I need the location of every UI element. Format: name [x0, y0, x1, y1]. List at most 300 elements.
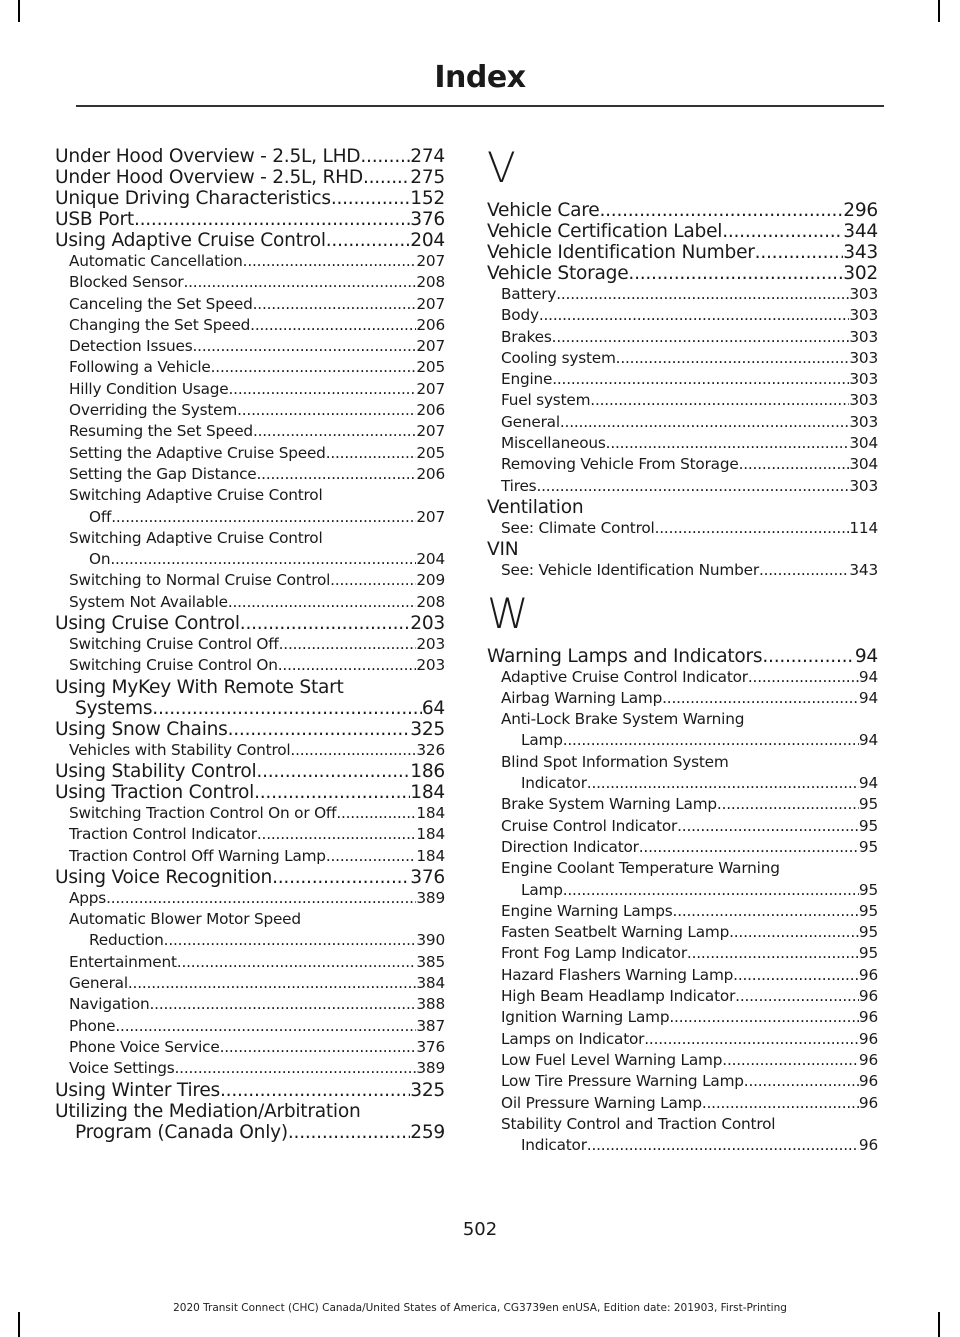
- page-ref: 376: [410, 209, 445, 230]
- index-subentry[interactable]: [55, 909, 445, 952]
- leader-dots: [331, 188, 410, 209]
- entry-text: Cruise Control Indicator: [501, 816, 678, 835]
- leader-dots: [717, 794, 859, 815]
- index-subentry[interactable]: [55, 592, 445, 613]
- page-ref: 274: [410, 146, 445, 167]
- page-ref: 384: [416, 974, 445, 993]
- entry-continuation: [501, 773, 878, 794]
- entry-text: VIN: [487, 539, 519, 561]
- entry-text: Following a Vehicle: [69, 358, 211, 377]
- leader-dots: [175, 1058, 417, 1079]
- entry-text: Using Adaptive Cruise Control: [55, 230, 326, 251]
- entry-text: USB Port: [55, 209, 134, 230]
- index-subentry[interactable]: [55, 952, 445, 973]
- index-subentry[interactable]: [487, 284, 878, 305]
- leader-dots: [253, 294, 417, 315]
- leader-dots: [539, 305, 850, 326]
- leader-dots: [739, 454, 850, 475]
- index-subentry[interactable]: [487, 752, 878, 795]
- page-ref: 325: [410, 1079, 445, 1101]
- page-ref: 96: [858, 1050, 878, 1069]
- leader-dots: [336, 803, 416, 824]
- entry-text: Lamp: [521, 880, 563, 899]
- page-ref: 114: [849, 518, 878, 537]
- page-ref: 95: [858, 795, 878, 814]
- page-ref: 208: [416, 273, 445, 292]
- leader-dots: [256, 761, 410, 782]
- entry-text: Using Traction Control: [55, 781, 255, 803]
- entry-text: Voice Settings: [69, 1059, 175, 1078]
- page-ref: 303: [849, 476, 878, 495]
- index-subentry[interactable]: [55, 1016, 445, 1037]
- index-subentry[interactable]: [55, 400, 445, 421]
- leader-dots: [536, 476, 849, 497]
- entry-text: Setting the Gap Distance: [69, 464, 257, 483]
- leader-dots: [111, 507, 416, 528]
- index-subentry[interactable]: [487, 816, 878, 837]
- leader-dots: [237, 400, 416, 421]
- entry-text: Low Tire Pressure Warning Lamp: [501, 1072, 744, 1091]
- entry-text: Using Winter Tires: [55, 1079, 220, 1101]
- leader-dots: [240, 613, 410, 634]
- page-ref: 205: [416, 358, 445, 377]
- index-subentry[interactable]: [55, 251, 445, 272]
- entry-text: Indicator: [521, 774, 587, 793]
- index-heading: [487, 497, 878, 518]
- section-letter: V: [487, 143, 516, 192]
- entry-text: Vehicle Certification Label: [487, 221, 723, 242]
- leader-dots: [587, 1135, 859, 1156]
- index-subentry[interactable]: [487, 943, 878, 964]
- leader-dots: [115, 1016, 416, 1037]
- index-subentry[interactable]: [487, 1029, 878, 1050]
- page-ref: 385: [416, 952, 445, 971]
- index-entry[interactable]: [55, 146, 445, 167]
- page-ref: 390: [416, 931, 445, 950]
- leader-dots: [254, 782, 410, 803]
- entry-text: Canceling the Set Speed: [69, 294, 253, 313]
- page-ref: 303: [849, 348, 878, 367]
- index-subentry[interactable]: [55, 1037, 445, 1058]
- page-ref: 207: [416, 507, 445, 526]
- entry-text: Hilly Condition Usage: [69, 379, 229, 398]
- index-subentry[interactable]: [487, 348, 878, 369]
- page-ref: 296: [843, 200, 878, 221]
- entry-text: Fasten Seatbelt Warning Lamp: [501, 923, 730, 942]
- page-title: Index: [434, 60, 526, 95]
- page-ref: 326: [416, 740, 445, 759]
- index-subentry[interactable]: [487, 560, 878, 581]
- page-ref: 302: [843, 263, 878, 284]
- entry-text: Body: [501, 306, 539, 325]
- page-ref: 64: [421, 697, 445, 719]
- page-ref: 376: [416, 1037, 445, 1056]
- entry-text: Under Hood Overview - 2.5L, RHD: [55, 167, 363, 188]
- entry-continuation: [55, 698, 445, 719]
- leader-dots: [552, 327, 850, 348]
- page-ref: 207: [416, 422, 445, 441]
- index-subentry[interactable]: [487, 369, 878, 390]
- page-ref: 343: [849, 561, 878, 580]
- leader-dots: [326, 443, 417, 464]
- page-ref: 96: [858, 1029, 878, 1048]
- section-letter: W: [487, 588, 529, 638]
- leader-dots: [744, 1071, 859, 1092]
- leader-dots: [587, 773, 859, 794]
- leader-dots: [590, 390, 849, 411]
- index-subentry[interactable]: [55, 443, 445, 464]
- leader-dots: [272, 867, 410, 888]
- page-ref: 275: [410, 167, 445, 188]
- leader-dots: [735, 986, 859, 1007]
- page-ref: 204: [416, 550, 445, 569]
- leader-dots: [279, 634, 417, 655]
- index-subentry[interactable]: [55, 1058, 445, 1079]
- entry-text: Navigation: [69, 995, 150, 1014]
- entry-continuation: [55, 1122, 445, 1143]
- leader-dots: [702, 1093, 859, 1114]
- index-subentry[interactable]: [487, 688, 878, 709]
- leader-dots: [360, 146, 410, 167]
- leader-dots: [128, 973, 417, 994]
- index-subentry[interactable]: [487, 305, 878, 326]
- index-subentry[interactable]: [55, 740, 445, 761]
- page-ref: 303: [849, 391, 878, 410]
- entry-text: Hazard Flashers Warning Lamp: [501, 965, 734, 984]
- page-ref: 209: [416, 571, 445, 590]
- leader-dots: [363, 167, 410, 188]
- entry-text: Low Fuel Level Warning Lamp: [501, 1050, 723, 1069]
- entry-text: Under Hood Overview - 2.5L, LHD: [55, 146, 361, 167]
- index-subentry[interactable]: [55, 294, 445, 315]
- entry-text: On: [89, 550, 111, 569]
- index-entry[interactable]: [55, 867, 445, 888]
- index-subentry[interactable]: [487, 412, 878, 433]
- page-ref: 94: [854, 645, 878, 667]
- page-ref: 95: [858, 837, 878, 856]
- index-subentry[interactable]: [55, 824, 445, 845]
- entry-text: Vehicles with Stability Control: [69, 740, 291, 759]
- index-entry[interactable]: [487, 221, 878, 242]
- index-subentry[interactable]: [487, 518, 878, 539]
- entry-text: Entertainment: [69, 952, 177, 971]
- page-ref: 184: [416, 803, 445, 822]
- leader-dots: [563, 730, 859, 751]
- entry-text: See: Vehicle Identification Number: [501, 561, 759, 580]
- index-entry[interactable]: [55, 613, 445, 634]
- page-ref: 303: [849, 306, 878, 325]
- entry-text: Traction Control Off Warning Lamp: [69, 846, 326, 865]
- index-subentry[interactable]: [487, 1050, 878, 1071]
- index-entry[interactable]: [487, 646, 878, 667]
- leader-dots: [193, 336, 417, 357]
- header-divider: [76, 105, 884, 107]
- entry-text: Removing Vehicle From Storage: [501, 455, 739, 474]
- entry-continuation: [69, 549, 445, 570]
- page-ref: 152: [410, 188, 445, 209]
- index-subentry[interactable]: [487, 965, 878, 986]
- page-ref: 303: [849, 412, 878, 431]
- page-ref: 95: [858, 923, 878, 942]
- index-subentry[interactable]: [487, 922, 878, 943]
- crop-mark: [938, 0, 940, 22]
- page-ref: 96: [858, 1093, 878, 1112]
- leader-dots: [616, 348, 850, 369]
- leader-dots: [220, 1080, 410, 1101]
- leader-dots: [639, 837, 859, 858]
- entry-text: Blind Spot Information System: [501, 752, 729, 771]
- index-subentry[interactable]: [55, 421, 445, 442]
- page-ref: 206: [416, 401, 445, 420]
- index-entry[interactable]: [55, 719, 445, 740]
- leader-dots: [253, 421, 416, 442]
- leader-dots: [628, 263, 843, 284]
- entry-text: Systems: [75, 697, 153, 719]
- page-ref: 184: [416, 846, 445, 865]
- index-entry[interactable]: [55, 782, 445, 803]
- entry-text: Adaptive Cruise Control Indicator: [501, 667, 748, 686]
- entry-text: Unique Driving Characteristics: [55, 188, 331, 209]
- entry-text: Automatic Cancellation: [69, 252, 243, 270]
- index-entry[interactable]: [55, 209, 445, 230]
- entry-text: Switching Traction Control On or Off: [69, 803, 337, 822]
- leader-dots: [748, 667, 859, 688]
- index-subentry[interactable]: [55, 973, 445, 994]
- leader-dots: [106, 888, 416, 909]
- entry-text: Brakes: [501, 327, 552, 346]
- entry-text: Fuel system: [501, 391, 591, 410]
- index-subentry[interactable]: [487, 1071, 878, 1092]
- page-ref: 304: [849, 455, 878, 474]
- entry-text: Miscellaneous: [501, 434, 606, 453]
- page-ref: 207: [416, 252, 445, 270]
- leader-dots: [556, 284, 849, 305]
- leader-dots: [722, 1050, 859, 1071]
- index-subentry[interactable]: [55, 379, 445, 400]
- page-ref: 204: [410, 230, 445, 251]
- page-ref: 203: [416, 635, 445, 654]
- index-entry[interactable]: [55, 677, 445, 719]
- entry-text: Apps: [69, 888, 107, 907]
- index-subentry[interactable]: [55, 336, 445, 357]
- page-ref: 203: [416, 656, 445, 675]
- index-entry[interactable]: [55, 188, 445, 209]
- crop-mark: [18, 1312, 20, 1337]
- entry-text: System Not Available: [69, 592, 228, 611]
- index-entry[interactable]: [487, 263, 878, 284]
- index-subentry[interactable]: [55, 846, 445, 867]
- leader-dots: [733, 965, 859, 986]
- index-entry[interactable]: [55, 167, 445, 188]
- index-subentry[interactable]: [55, 315, 445, 336]
- entry-text: Using Cruise Control: [55, 613, 240, 635]
- leader-dots: [552, 369, 849, 390]
- entry-text: Resuming the Set Speed: [69, 422, 253, 441]
- entry-text: Utilizing the Mediation/Arbitration: [55, 1100, 361, 1122]
- entry-text: Ventilation: [487, 496, 584, 518]
- page-ref: 325: [410, 718, 445, 740]
- index-entry[interactable]: [487, 242, 878, 263]
- index-subentry[interactable]: [487, 476, 878, 497]
- entry-text: Switching Adaptive Cruise Control: [69, 528, 323, 547]
- page-ref: 389: [416, 1059, 445, 1078]
- entry-text: Stability Control and Traction Control: [501, 1114, 776, 1133]
- leader-dots: [687, 943, 859, 964]
- index-subentry[interactable]: [487, 837, 878, 858]
- leader-dots: [278, 655, 417, 676]
- page-ref: 96: [858, 1072, 878, 1091]
- entry-text: Engine Warning Lamps: [501, 901, 673, 920]
- leader-dots: [599, 200, 843, 221]
- entry-text: Using Snow Chains: [55, 718, 228, 740]
- entry-text: Front Fog Lamp Indicator: [501, 944, 687, 963]
- leader-dots: [560, 412, 850, 433]
- entry-text: Switching Adaptive Cruise Control: [69, 486, 323, 505]
- crop-mark: [938, 1312, 940, 1337]
- leader-dots: [673, 901, 859, 922]
- entry-continuation: [501, 730, 878, 751]
- entry-text: Changing the Set Speed: [69, 315, 251, 334]
- page-ref: 344: [843, 221, 878, 242]
- leader-dots: [722, 221, 843, 242]
- entry-text: Setting the Adaptive Cruise Speed: [69, 443, 326, 462]
- index-subentry[interactable]: [487, 1007, 878, 1028]
- leader-dots: [669, 1007, 859, 1028]
- entry-text: Oil Pressure Warning Lamp: [501, 1093, 702, 1112]
- index-column-left: [55, 146, 445, 1143]
- leader-dots: [110, 549, 416, 570]
- index-subentry[interactable]: [55, 464, 445, 485]
- index-entry[interactable]: [55, 1101, 445, 1143]
- index-subentry[interactable]: [487, 1093, 878, 1114]
- leader-dots: [257, 824, 417, 845]
- entry-text: Indicator: [521, 1136, 587, 1155]
- index-heading: [487, 539, 878, 560]
- leader-dots: [655, 518, 850, 539]
- index-entry[interactable]: [487, 200, 878, 221]
- index-subentry[interactable]: [55, 994, 445, 1015]
- entry-text: Switching Cruise Control On: [69, 656, 278, 675]
- page-ref: 207: [416, 294, 445, 313]
- page-number: 502: [462, 1219, 498, 1240]
- entry-text: Cooling system: [501, 348, 616, 367]
- entry-text: General: [69, 974, 128, 993]
- entry-text: Direction Indicator: [501, 837, 639, 856]
- index-subentry[interactable]: [487, 433, 878, 454]
- page-ref: 94: [858, 774, 878, 793]
- index-subentry[interactable]: [487, 986, 878, 1007]
- leader-dots: [762, 646, 854, 667]
- entry-text: Detection Issues: [69, 337, 193, 356]
- entry-text: Battery: [501, 285, 557, 303]
- leader-dots: [290, 740, 416, 761]
- page-ref: 205: [416, 443, 445, 462]
- leader-dots: [177, 952, 417, 973]
- index-subentry[interactable]: [55, 655, 445, 676]
- crop-mark: [18, 0, 20, 22]
- entry-text: Airbag Warning Lamp: [501, 688, 663, 707]
- index-subentry[interactable]: [55, 528, 445, 571]
- page-ref: 94: [858, 667, 878, 686]
- page-ref: 208: [416, 592, 445, 611]
- entry-text: Phone Voice Service: [69, 1037, 220, 1056]
- page-ref: 376: [410, 866, 445, 888]
- index-subentry[interactable]: [487, 390, 878, 411]
- entry-text: Blocked Sensor: [69, 273, 184, 292]
- entry-text: Engine Coolant Temperature Warning: [501, 859, 780, 878]
- entry-text: Phone: [69, 1016, 116, 1035]
- entry-continuation: [501, 1135, 878, 1156]
- entry-text: High Beam Headlamp Indicator: [501, 987, 736, 1006]
- index-subentry[interactable]: [55, 357, 445, 378]
- index-entry[interactable]: [55, 230, 445, 251]
- leader-dots: [288, 1122, 410, 1143]
- page-ref: 206: [416, 315, 445, 334]
- page-ref: 343: [843, 242, 878, 263]
- page-ref: 207: [416, 337, 445, 356]
- entry-text: Off: [89, 507, 112, 526]
- leader-dots: [220, 1037, 417, 1058]
- index-subentry[interactable]: [487, 709, 878, 752]
- leader-dots: [164, 930, 417, 951]
- entry-text: See: Climate Control: [501, 518, 655, 537]
- index-subentry[interactable]: [487, 1114, 878, 1157]
- leader-dots: [250, 315, 416, 336]
- leader-dots: [662, 688, 859, 709]
- index-entry[interactable]: [55, 1080, 445, 1101]
- entry-text: Brake System Warning Lamp: [501, 795, 717, 814]
- index-subentry[interactable]: [55, 888, 445, 909]
- page-ref: 95: [858, 816, 878, 835]
- index-subentry[interactable]: [55, 570, 445, 591]
- leader-dots: [229, 379, 417, 400]
- index-subentry[interactable]: [55, 485, 445, 528]
- page-ref: 184: [416, 825, 445, 844]
- leader-dots: [644, 1029, 859, 1050]
- index-subentry[interactable]: [55, 272, 445, 293]
- index-entry[interactable]: [55, 761, 445, 782]
- leader-dots: [150, 994, 417, 1015]
- index-subentry[interactable]: [487, 327, 878, 348]
- page-ref: 95: [858, 944, 878, 963]
- index-subentry[interactable]: [55, 634, 445, 655]
- leader-dots: [134, 209, 410, 230]
- page-ref: 96: [858, 987, 878, 1006]
- entry-text: Vehicle Storage: [487, 263, 629, 284]
- page-ref: 95: [858, 901, 878, 920]
- page-ref: 207: [416, 379, 445, 398]
- entry-text: Reduction: [89, 931, 164, 950]
- index-subentry[interactable]: [487, 858, 878, 901]
- entry-text: Vehicle Identification Number: [487, 242, 755, 263]
- leader-dots: [183, 272, 416, 293]
- page-ref: 94: [858, 731, 878, 750]
- page-ref: 387: [416, 1016, 445, 1035]
- page-ref: 186: [410, 760, 445, 782]
- index-subentry[interactable]: [487, 454, 878, 475]
- leader-dots: [759, 560, 849, 581]
- index-subentry[interactable]: [55, 803, 445, 824]
- leader-dots: [606, 433, 850, 454]
- leader-dots: [563, 880, 859, 901]
- leader-dots: [243, 251, 417, 272]
- index-subentry[interactable]: [487, 667, 878, 688]
- index-subentry[interactable]: [487, 901, 878, 922]
- index-subentry[interactable]: [487, 794, 878, 815]
- entry-text: Using Stability Control: [55, 760, 257, 782]
- leader-dots: [211, 357, 417, 378]
- entry-text: Warning Lamps and Indicators: [487, 645, 763, 667]
